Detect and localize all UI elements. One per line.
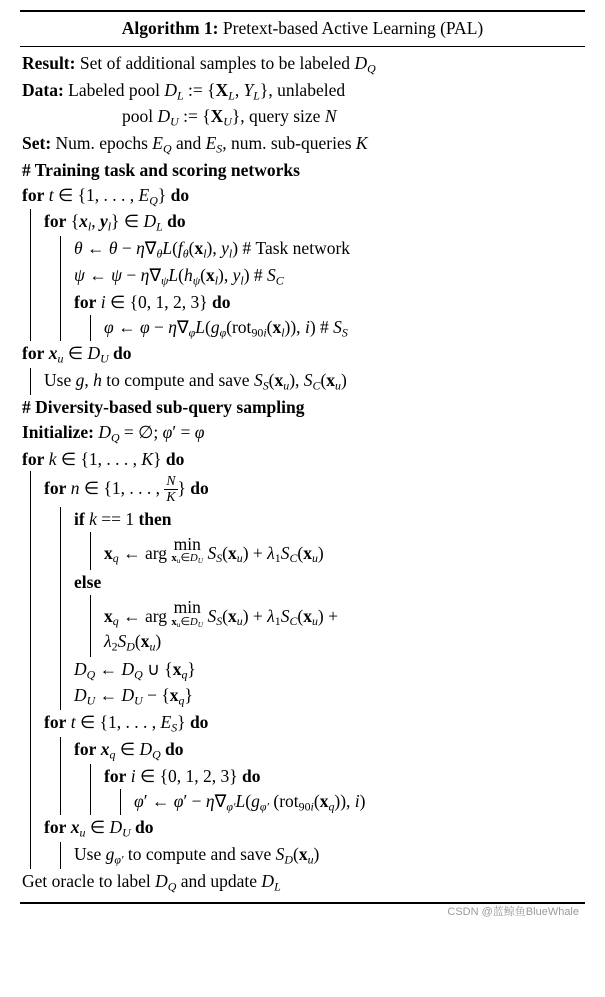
line-phi-prime-update: φ′ ← $\varphi' - \eta\nabla_{\varphi'}L(g_{\varphi'}$ $(rot_{90i}(x_q))$, i) <box>22 789 585 816</box>
algorithm-caption <box>20 12 585 46</box>
watermark: CSDN @蓝鲸鱼BlueWhale <box>447 906 579 919</box>
line-for-i-0123: for i ∈ {0, 1, 2, 3} do <box>22 290 585 315</box>
line-for-k: for k ∈ {1, . . . , K} do <box>22 448 185 469</box>
line-du-minus: $D_U$ ← $D_U - \{x_q\}$ <box>22 683 585 710</box>
line-psi-update: ψ ← $\psi - \eta\nabla_\psi L(h_\psi(x_l)$, $y_l$) # $S_C$ <box>22 263 585 290</box>
caption-title: Pretext-based Active Learning (PAL) <box>222 18 484 38</box>
line-for-xu-du-b: for $x_u$ ∈ $D_U$ do <box>22 815 585 842</box>
line-result: Result: Set of additional samples to be labeled $D_Q$ <box>22 52 376 76</box>
line-dq-union: $D_Q$ ← $D_Q$ ∪ $\{x_q\}$ <box>22 657 585 684</box>
line-comment-diversity: # Diversity-based sub-query sampling <box>22 397 305 418</box>
line-for-t-eq: for t ∈ {1, . . . , $E_Q$} do <box>22 184 190 208</box>
line-for-t-es: for t ∈ {1, . . . , $E_S$} do <box>22 710 585 737</box>
caption-label: Algorithm 1: <box>121 18 219 38</box>
line-xq-assign-if: $x_q$ ← arg min $x_u\in D_U$ $S_S(x_u) + \lambda_1S_C(x_u)$ <box>22 532 585 571</box>
line-xq-assign-else-1: $x_q$ ← arg min $x_u\in D_U$ $S_S(x_u) + \lambda_1S_C(x_u)$ + <box>22 595 585 630</box>
bottom-rule <box>20 902 585 904</box>
line-for-xl-yl: for {$x_l$, $y_l$} ∈ $D_L$ do <box>22 209 585 236</box>
line-theta-update: θ ← $\theta - \eta\nabla_\theta L(f_\theta(x_l)$, $y_l$) # Task network <box>22 236 585 263</box>
algorithm-body <box>20 47 585 902</box>
line-xq-assign-else-2: $\lambda_2S_D(x_u)$ <box>22 630 585 657</box>
algorithm-figure <box>20 10 585 919</box>
line-use-gphi: Use $g_{\varphi'}$ to compute and save $S_D(x_u)$ <box>22 842 585 869</box>
line-data-1: Data: Labeled pool $D_L$ := {$X_L$, $Y_L$}, unlabeled <box>22 79 346 102</box>
line-if-k-1: if k == 1 then <box>22 507 585 532</box>
line-for-xu-du: for $x_u$ ∈ $D_U$ do <box>22 343 132 366</box>
line-get-oracle: Get oracle to label $D_Q$ and update $D_L$ <box>22 870 281 894</box>
line-comment-training: # Training task and scoring networks <box>22 159 300 180</box>
line-initialize: Initialize: $D_Q$ = ∅; φ′ = φ <box>22 421 205 445</box>
line-data-2: pool $D_U$ := $\{X_U\}$, query size N <box>122 106 337 129</box>
line-for-i-0123-b: for i ∈ {0, 1, 2, 3} do <box>22 764 585 789</box>
line-set: Set: Num. epochs $E_Q$ and $E_S$, num. sub-queries K <box>22 133 368 156</box>
line-phi-update: φ ← $\varphi - \eta\nabla_\varphi L(g_\varphi(rot_{90i}(x_l))$, i) # $S_S$ <box>22 315 585 342</box>
line-use-gh: Use g, h to compute and save $S_S(x_u)$, $S_C(x_u)$ <box>22 368 585 395</box>
line-for-n: for n ∈ {1, . . . , $\frac{N}{K}$ } do <box>22 471 585 507</box>
line-else: else <box>22 570 585 595</box>
line-for-xq-dq: for $x_q$ ∈ $D_Q$ do <box>22 737 585 764</box>
